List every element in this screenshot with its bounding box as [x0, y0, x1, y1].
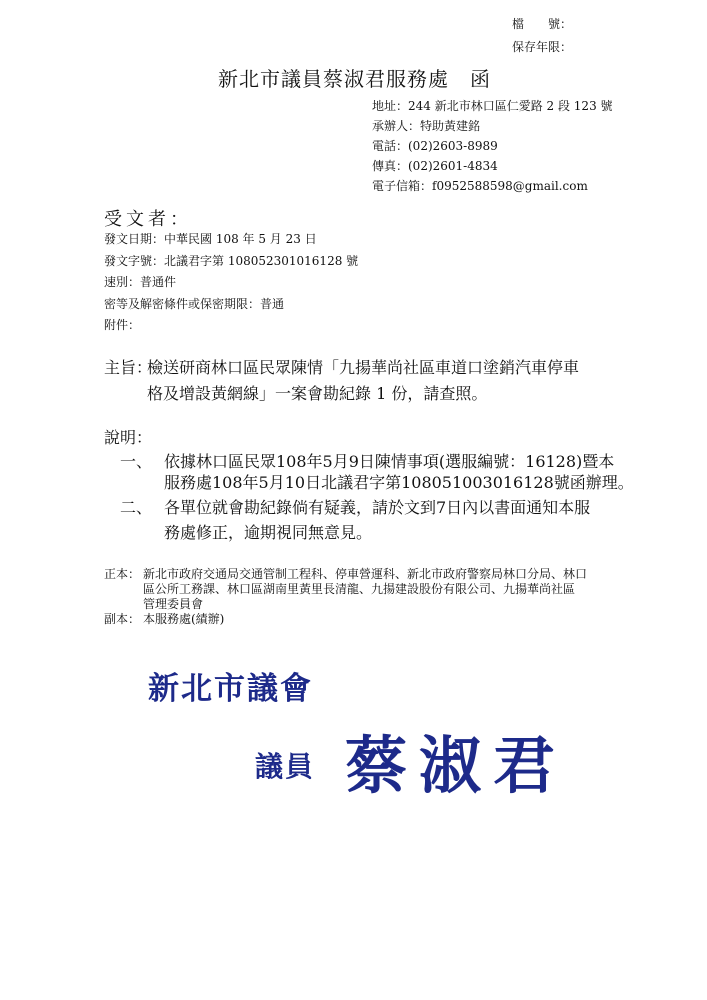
explanation-item-2-line-2: 務處修正，逾期視同無意見。 [164, 523, 373, 542]
explanation-item-1-line-2: 服務處108年5月10日北議君字第108051003016128號函辦理。 [164, 473, 634, 492]
original-recipients-line-2: 區公所工務課、林口區湖南里黃里長清龍、九揚建設股份有限公司、九揚華尚社區 [143, 582, 576, 596]
original-recipients-line-1: 新北市政府交通局交通管制工程科、停車營運科、新北市政府警察局林口分局、林口 [143, 567, 588, 581]
explanation-item-1-line-1: 依據林口區民眾108年5月9日陳情事項(選服編號：16128)暨本 [164, 452, 615, 471]
council-seal-text: 新北市議會 [148, 671, 313, 707]
subject-label: 主旨： [104, 358, 153, 377]
subject-line-1: 檢送研商林口區民眾陳情「九揚華尚社區車道口塗銷汽車停車 [147, 358, 580, 377]
issue-date: 發文日期：中華民國 108 年 5 月 23 日 [104, 232, 317, 246]
delivery-speed: 速別：普通件 [104, 275, 177, 289]
explanation-label: 說明： [104, 428, 153, 447]
sender-handler: 承辦人：特助黃建銘 [372, 119, 481, 133]
original-recipients-label: 正本： [104, 567, 141, 581]
sender-phone: 電話：(02)2603-8989 [372, 139, 498, 153]
classification: 密等及解密條件或保密期限：普通 [104, 296, 285, 311]
explanation-item-1-number: 一、 [120, 452, 153, 471]
councilor-title-seal: 議員 [255, 750, 316, 783]
file-number-label: 檔 號： [512, 17, 573, 31]
sender-fax: 傳真：(02)2601-4834 [372, 159, 498, 173]
councilor-name-signature: 蔡淑君 [345, 729, 568, 802]
sender-address: 地址：244 新北市林口區仁愛路 2 段 123 號 [372, 99, 613, 113]
copy-recipients: 本服務處(績辦) [143, 612, 225, 626]
document-number: 發文字號：北議君字第 108052301016128 號 [104, 253, 359, 268]
attachment: 附件： [104, 318, 141, 332]
explanation-item-2-number: 二、 [120, 498, 153, 517]
retention-period-label: 保存年限： [512, 40, 573, 54]
copy-recipients-label: 副本： [104, 612, 141, 626]
sender-info [372, 96, 613, 196]
original-recipients-line-3: 管理委員會 [143, 597, 204, 611]
sender-email: 電子信箱：f0952588598@gmail.com [372, 179, 588, 193]
document-title: 新北市議員蔡淑君服務處 函 [218, 67, 491, 91]
document-info [104, 229, 358, 337]
explanation-item-2-line-1: 各單位就會勘紀錄倘有疑義，請於文到7日內以書面通知本服 [164, 498, 591, 517]
recipient-label: 受文者： [104, 209, 192, 230]
subject-line-2: 格及增設黃網線」一案會勘紀錄 1 份，請查照。 [147, 384, 488, 403]
